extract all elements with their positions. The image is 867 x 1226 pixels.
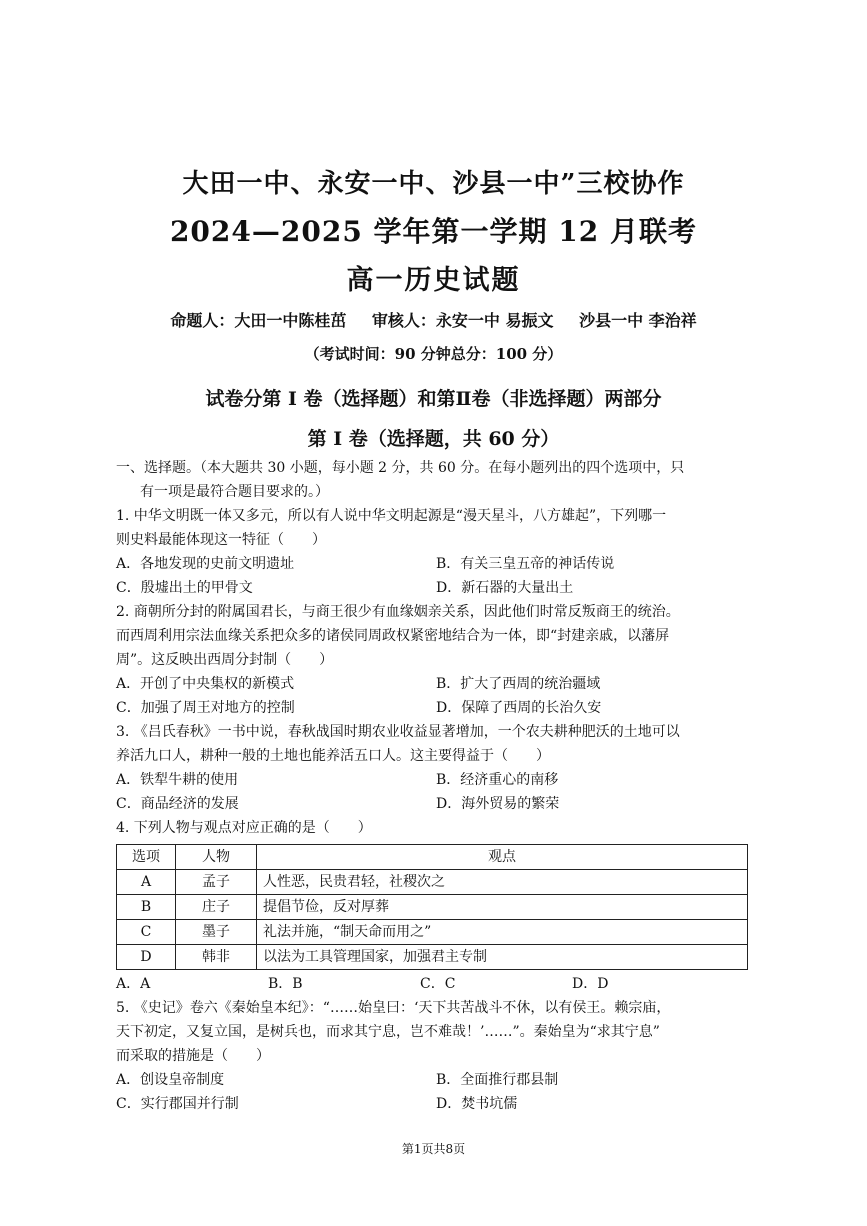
option-b: B．扩大了西周的统治疆域 (436, 676, 601, 692)
table-cell: 礼法并施，“制天命而用之” (257, 920, 748, 945)
question-stem: 则史料最能体现这一特征（ ） (116, 532, 326, 548)
question-stem: 养活九口人，耕种一般的土地也能养活五口人。这主要得益于（ ） (116, 748, 550, 764)
table-cell: 韩非 (176, 945, 257, 970)
table-row (117, 945, 748, 970)
table-cell: A (117, 870, 176, 895)
option-c: C．加强了周王对地方的控制 (116, 700, 295, 716)
option-a: A．创设皇帝制度 (116, 1072, 225, 1088)
table-row (117, 920, 748, 945)
question-body (116, 456, 756, 1116)
time-info: （考试时间：90 分钟总分：100 分） (304, 345, 563, 363)
table-cell: 提倡节俭，反对厚葬 (257, 895, 748, 920)
question-stem: 1. 中华文明既一体又多元，所以有人说中华文明起源是“漫天星斗，八方雄起”，下列哪一 (116, 508, 667, 524)
option-c: C．商品经济的发展 (116, 796, 239, 812)
option-a: A．A (116, 976, 151, 992)
option-d: D．焚书坑儒 (436, 1096, 518, 1112)
author-line (0, 308, 867, 331)
table-cell: 庄子 (176, 895, 257, 920)
option-c: C．殷墟出土的甲骨文 (116, 580, 253, 596)
option-row (116, 972, 756, 996)
question-stem: 而采取的措施是（ ） (116, 1048, 270, 1064)
option-d: D．D (572, 976, 609, 992)
option-b: B．B (268, 976, 303, 992)
parts-info: 试卷分第 I 卷（选择题）和第Ⅱ卷（非选择题）两部分 (205, 388, 662, 410)
table-row (117, 895, 748, 920)
section-title: 第 I 卷（选择题，共 60 分） (307, 428, 560, 450)
reviewer: 审核人：永安一中 易振文 (371, 311, 554, 330)
option-row (116, 576, 756, 600)
instructions-line: 有一项是最符合题目要求的。） (140, 484, 329, 500)
option-c: C．实行郡国并行制 (116, 1096, 239, 1112)
table-header-row (117, 845, 748, 870)
author: 命题人：大田一中陈桂茁 (170, 311, 347, 330)
table-cell: 孟子 (176, 870, 257, 895)
option-a: A．铁犁牛耕的使用 (116, 772, 239, 788)
exam-title-term: 2024—2025 学年第一学期 12 月联考 (169, 215, 698, 248)
option-a: A．开创了中央集权的新模式 (116, 676, 295, 692)
option-row (116, 768, 756, 792)
table-cell: C (117, 920, 176, 945)
table-row (117, 870, 748, 895)
table-header: 观点 (257, 845, 748, 870)
table-cell: B (117, 895, 176, 920)
exam-title-subject: 高一历史试题 (346, 265, 521, 296)
option-row (116, 1092, 756, 1116)
option-row (116, 552, 756, 576)
table-cell: 人性恶，民贵君轻，社稷次之 (257, 870, 748, 895)
viewpoint-table (116, 844, 748, 970)
option-a: A．各地发现的史前文明遗址 (116, 556, 295, 572)
page-number: 第1页共8页 (401, 1142, 466, 1156)
table-header: 选项 (117, 845, 176, 870)
table-cell: 以法为工具管理国家，加强君主专制 (257, 945, 748, 970)
table-header: 人物 (176, 845, 257, 870)
question-stem: 4. 下列人物与观点对应正确的是（ ） (116, 820, 372, 836)
option-row (116, 672, 756, 696)
option-c: C．C (420, 976, 456, 992)
reviewer-2: 沙县一中 李治祥 (579, 311, 697, 330)
question-stem: 天下初定，又复立国，是树兵也，而求其宁息，岂不难哉！’……”。秦始皇为“求其宁息” (116, 1024, 660, 1040)
option-b: B．有关三皇五帝的神话传说 (436, 556, 615, 572)
option-d: D．新石器的大量出土 (436, 580, 574, 596)
question-stem: 而西周利用宗法血缘关系把众多的诸侯同周政权紧密地结合为一体，即“封建亲戚，以藩屏 (116, 628, 670, 644)
question-stem: 周”。这反映出西周分封制（ ） (116, 652, 334, 668)
table-cell: D (117, 945, 176, 970)
instructions-line: 一、选择题。（本大题共 30 小题，每小题 2 分，共 60 分。在每小题列出的四个选项中，只 (116, 460, 685, 476)
option-row (116, 792, 756, 816)
question-stem: 2. 商朝所分封的附属国君长，与商王很少有血缘姻亲关系，因此他们时常反叛商王的统治。 (116, 604, 680, 620)
option-row (116, 1068, 756, 1092)
option-d: D．海外贸易的繁荣 (436, 796, 560, 812)
option-row (116, 696, 756, 720)
option-b: B．经济重心的南移 (436, 772, 559, 788)
exam-title-schools: 大田一中、永安一中、沙县一中”三校协作 (182, 169, 685, 199)
question-stem: 3. 《吕氏春秋》一书中说，春秋战国时期农业收益显著增加，一个农夫耕种肥沃的土地可以 (116, 724, 680, 740)
table-cell: 墨子 (176, 920, 257, 945)
option-d: D．保障了西周的长治久安 (436, 700, 602, 716)
option-b: B．全面推行郡县制 (436, 1072, 559, 1088)
question-stem: 5. 《史记》卷六《秦始皇本纪》：“……始皇曰：‘天下共苦战斗不休，以有侯王。赖宗庙， (116, 1000, 671, 1016)
